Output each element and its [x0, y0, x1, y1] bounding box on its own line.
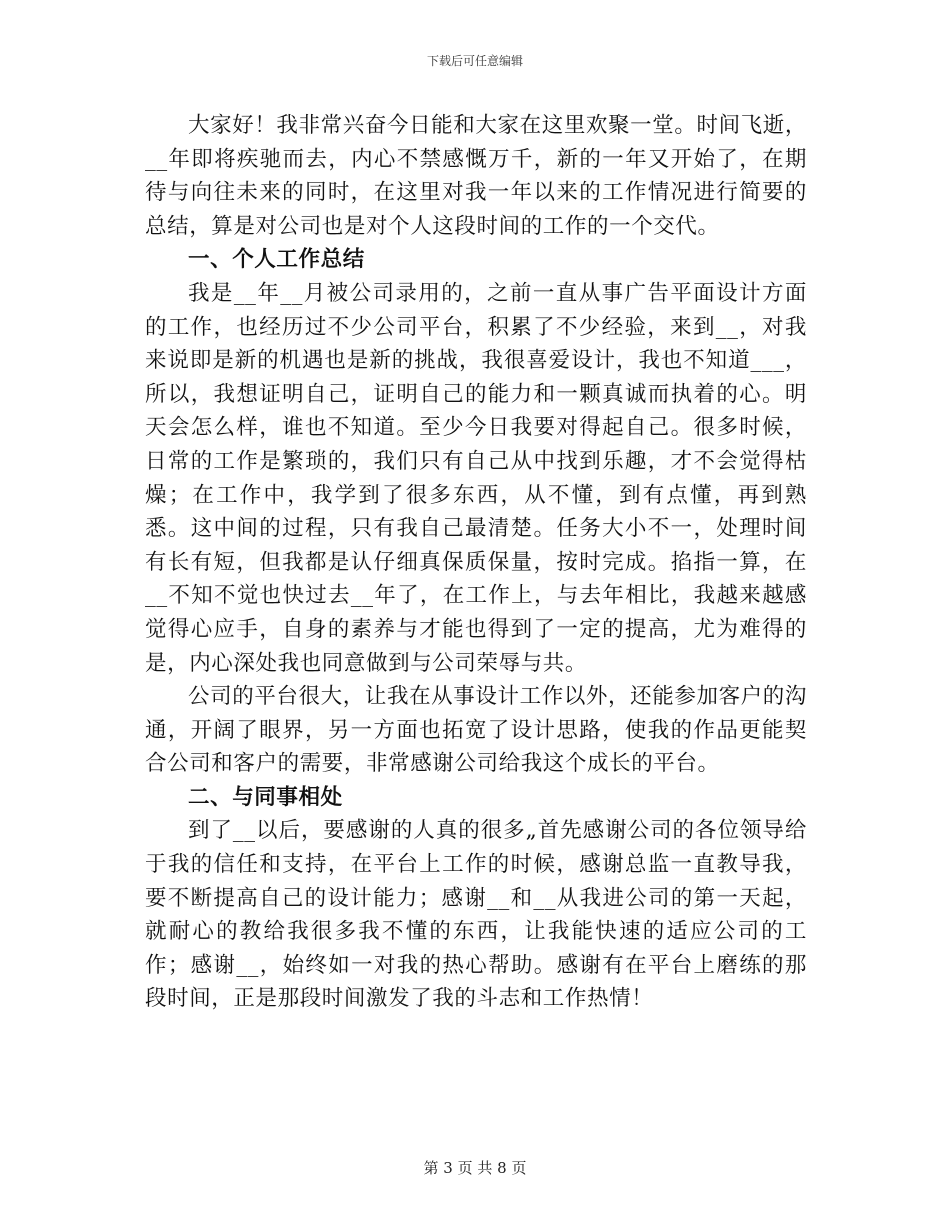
page-number-footer: 第 3 页 共 8 页: [423, 1159, 527, 1177]
section-heading-personal-summary: 一、个人工作总结: [188, 247, 365, 273]
paragraph-colleagues: 到了__以后，要感谢的人真的很多„首先感谢公司的各位领导给于我的信任和支持，在平台上工作的时候，感谢总监一直教导我，要不断提高自己的设计能力；感谢__和__从我进公司的第一天起，就耐心的教给我很多我不懂的东西，让我能快速的适应公司的工作；感谢__，始终如一对我的热心帮助。感谢有在平台上磨练的那段时间，正是那段时间激发了我的斗志和工作热情！: [145, 818, 807, 1012]
paragraph-intro: 大家好！我非常兴奋今日能和大家在这里欢聚一堂。时间飞逝，__年即将疾驰而去，内心不禁感慨万千，新的一年又开始了，在期待与向往未来的同时，在这里对我一年以来的工作情况进行简要的总结，算是对公司也是对个人这段时间的工作的一个交代。: [145, 113, 807, 239]
section-heading-colleagues: 二、与同事相处: [188, 784, 343, 810]
paragraph-personal-work: 我是__年__月被公司录用的，之前一直从事广告平面设计方面的工作，也经历过不少公司平台，积累了不少经验，来到__，对我来说即是新的机遇也是新的挑战，我很喜爱设计，我也不知道___，所以，我想证明自己，证明自己的能力和一颗真诚而执着的心。明天会怎么样，谁也不知道。至少今日我要对得起自己。很多时候，日常的工作是繁琐的，我们只有自己从中找到乐趣，才不会觉得枯燥；在工作中，我学到了很多东西，从不懂，到有点懂，再到熟悉。这中间的过程，只有我自己最清楚。任务大小不一，处理时间有长有短，但我都是认仔细真保质保量，按时完成。掐指一算，在__不知不觉也快过去__年了，在工作上，与去年相比，我越来越感觉得心应手，自身的素养与才能也得到了一定的提高，尤为难得的是，内心深处我也同意做到与公司荣辱与共。: [145, 280, 807, 676]
document-body: [145, 109, 807, 1016]
paragraph-company-platform: 公司的平台很大，让我在从事设计工作以外，还能参加客户的沟通，开阔了眼界，另一方面也拓宽了设计思路，使我的作品更能契合公司和客户的需要，非常感谢公司给我这个成长的平台。: [145, 684, 807, 777]
page-header-note: 下载后可任意编辑: [426, 54, 523, 68]
